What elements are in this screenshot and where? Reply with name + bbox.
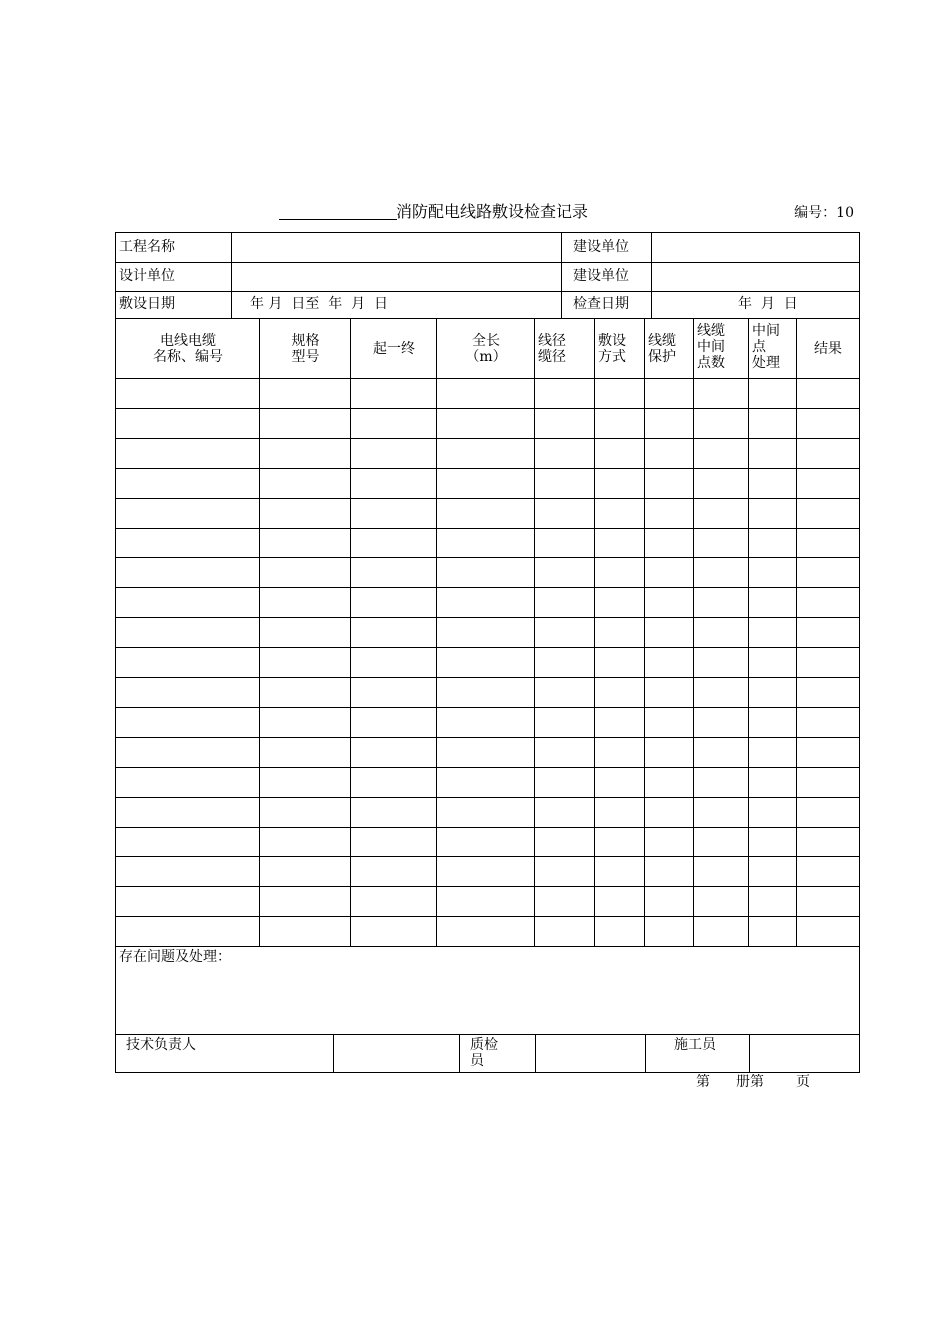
table-cell-result[interactable] xyxy=(797,469,859,499)
table-cell-result[interactable] xyxy=(797,887,859,917)
table-cell-joint-treatment[interactable] xyxy=(749,558,797,588)
table-cell-joint-count[interactable] xyxy=(694,409,749,439)
table-cell-start-end[interactable] xyxy=(351,588,437,618)
table-cell-cable-protection[interactable] xyxy=(645,588,694,618)
table-cell-cable-protection[interactable] xyxy=(645,409,694,439)
table-cell-wire-name[interactable] xyxy=(116,798,260,828)
table-cell-total-length[interactable] xyxy=(437,409,535,439)
table-cell-diameter[interactable] xyxy=(535,469,595,499)
worker-label-cell xyxy=(646,1035,750,1072)
table-cell-result[interactable] xyxy=(797,588,859,618)
table-cell-laying-method[interactable] xyxy=(595,738,645,768)
table-cell-laying-method[interactable] xyxy=(595,499,645,529)
table-cell-laying-method[interactable] xyxy=(595,708,645,738)
inspection-form-table xyxy=(115,232,860,1073)
table-cell-result[interactable] xyxy=(797,648,859,678)
title-prefix-blank[interactable] xyxy=(279,219,397,220)
table-cell-start-end[interactable] xyxy=(351,708,437,738)
table-cell-total-length[interactable] xyxy=(437,499,535,529)
table-cell-diameter[interactable] xyxy=(535,648,595,678)
table-cell-spec-model[interactable] xyxy=(260,648,351,678)
table-cell-start-end[interactable] xyxy=(351,469,437,499)
table-cell-laying-method[interactable] xyxy=(595,439,645,469)
table-cell-start-end[interactable] xyxy=(351,439,437,469)
table-cell-total-length[interactable] xyxy=(437,798,535,828)
table-cell-total-length[interactable] xyxy=(437,828,535,857)
table-cell-cable-protection[interactable] xyxy=(645,558,694,588)
table-cell-joint-treatment[interactable] xyxy=(749,379,797,409)
table-cell-diameter[interactable] xyxy=(535,379,595,409)
table-cell-joint-count[interactable] xyxy=(694,828,749,857)
table-cell-diameter[interactable] xyxy=(535,678,595,708)
column-header-label: 线缆 中间 点数 xyxy=(697,323,725,371)
table-cell-wire-name[interactable] xyxy=(116,917,260,947)
table-cell-laying-method[interactable] xyxy=(595,648,645,678)
table-cell-result[interactable] xyxy=(797,499,859,529)
lay-date-field[interactable] xyxy=(232,292,562,319)
table-cell-result[interactable] xyxy=(797,708,859,738)
column-header-label: 全长 （m） xyxy=(465,333,507,365)
table-cell-total-length[interactable] xyxy=(437,738,535,768)
project-name-label: 工程名称 xyxy=(119,239,175,255)
table-cell-cable-protection[interactable] xyxy=(645,379,694,409)
qc-label: 质检 员 xyxy=(470,1037,498,1069)
table-cell-spec-model[interactable] xyxy=(260,768,351,798)
table-cell-total-length[interactable] xyxy=(437,469,535,499)
table-cell-spec-model[interactable] xyxy=(260,857,351,887)
footer-volume-unit: 册第 xyxy=(736,1074,764,1090)
table-cell-wire-name[interactable] xyxy=(116,828,260,857)
table-cell-joint-count[interactable] xyxy=(694,887,749,917)
table-cell-start-end[interactable] xyxy=(351,409,437,439)
table-cell-joint-treatment[interactable] xyxy=(749,618,797,648)
table-cell-wire-name[interactable] xyxy=(116,379,260,409)
table-cell-joint-treatment[interactable] xyxy=(749,887,797,917)
form-header xyxy=(116,200,860,226)
table-cell-cable-protection[interactable] xyxy=(645,798,694,828)
table-cell-result[interactable] xyxy=(797,439,859,469)
table-cell-joint-treatment[interactable] xyxy=(749,857,797,887)
tech-lead-label-cell xyxy=(116,1035,334,1072)
table-cell-start-end[interactable] xyxy=(351,917,437,947)
table-cell-spec-model[interactable] xyxy=(260,379,351,409)
table-cell-diameter[interactable] xyxy=(535,409,595,439)
table-cell-start-end[interactable] xyxy=(351,529,437,558)
table-cell-laying-method[interactable] xyxy=(595,678,645,708)
table-cell-laying-method[interactable] xyxy=(595,828,645,857)
worker-signature-field[interactable] xyxy=(750,1035,859,1072)
table-cell-start-end[interactable] xyxy=(351,499,437,529)
table-cell-result[interactable] xyxy=(797,857,859,887)
table-cell-spec-model[interactable] xyxy=(260,798,351,828)
build-unit-field-2[interactable] xyxy=(652,263,859,292)
table-cell-cable-protection[interactable] xyxy=(645,887,694,917)
table-cell-joint-count[interactable] xyxy=(694,768,749,798)
table-cell-spec-model[interactable] xyxy=(260,618,351,648)
table-cell-start-end[interactable] xyxy=(351,648,437,678)
table-cell-start-end[interactable] xyxy=(351,618,437,648)
table-cell-wire-name[interactable] xyxy=(116,887,260,917)
column-header-label: 结果 xyxy=(814,341,842,357)
table-cell-joint-count[interactable] xyxy=(694,469,749,499)
table-cell-start-end[interactable] xyxy=(351,798,437,828)
table-cell-cable-protection[interactable] xyxy=(645,529,694,558)
issues-area[interactable] xyxy=(116,947,859,1035)
worker-label: 施工员 xyxy=(674,1037,716,1053)
table-cell-total-length[interactable] xyxy=(437,379,535,409)
table-cell-joint-treatment[interactable] xyxy=(749,439,797,469)
table-cell-joint-treatment[interactable] xyxy=(749,708,797,738)
table-cell-laying-method[interactable] xyxy=(595,469,645,499)
table-cell-start-end[interactable] xyxy=(351,828,437,857)
table-cell-start-end[interactable] xyxy=(351,558,437,588)
table-cell-wire-name[interactable] xyxy=(116,588,260,618)
column-header-total-length xyxy=(437,319,535,379)
form-code: 编号：10 xyxy=(794,205,854,221)
table-cell-wire-name[interactable] xyxy=(116,648,260,678)
table-cell-diameter[interactable] xyxy=(535,857,595,887)
table-cell-total-length[interactable] xyxy=(437,529,535,558)
table-cell-joint-treatment[interactable] xyxy=(749,738,797,768)
table-cell-joint-treatment[interactable] xyxy=(749,798,797,828)
table-cell-laying-method[interactable] xyxy=(595,558,645,588)
table-cell-spec-model[interactable] xyxy=(260,887,351,917)
qc-label-cell xyxy=(460,1035,536,1072)
column-header-laying-method xyxy=(595,319,645,379)
design-unit-field[interactable] xyxy=(232,263,562,292)
column-header-label: 中间 点 处理 xyxy=(752,323,780,371)
lay-date-label: 敷设日期 xyxy=(119,296,175,312)
table-cell-total-length[interactable] xyxy=(437,618,535,648)
column-header-label: 起一终 xyxy=(373,341,415,357)
table-cell-result[interactable] xyxy=(797,529,859,558)
table-cell-diameter[interactable] xyxy=(535,529,595,558)
table-cell-spec-model[interactable] xyxy=(260,439,351,469)
table-cell-result[interactable] xyxy=(797,678,859,708)
table-cell-joint-treatment[interactable] xyxy=(749,917,797,947)
table-cell-result[interactable] xyxy=(797,618,859,648)
table-cell-total-length[interactable] xyxy=(437,708,535,738)
lay-date-label-cell xyxy=(116,292,232,319)
table-cell-laying-method[interactable] xyxy=(595,857,645,887)
table-cell-spec-model[interactable] xyxy=(260,588,351,618)
table-cell-start-end[interactable] xyxy=(351,738,437,768)
table-cell-joint-count[interactable] xyxy=(694,439,749,469)
table-cell-total-length[interactable] xyxy=(437,439,535,469)
check-date-value: 年 月 日 xyxy=(738,296,798,312)
qc-signature-field[interactable] xyxy=(536,1035,646,1072)
table-cell-start-end[interactable] xyxy=(351,887,437,917)
table-cell-total-length[interactable] xyxy=(437,917,535,947)
table-cell-start-end[interactable] xyxy=(351,678,437,708)
footer-page-unit: 页 xyxy=(796,1074,810,1090)
table-cell-joint-count[interactable] xyxy=(694,588,749,618)
table-cell-joint-count[interactable] xyxy=(694,558,749,588)
design-unit-label: 设计单位 xyxy=(119,268,175,284)
table-cell-cable-protection[interactable] xyxy=(645,828,694,857)
table-cell-joint-count[interactable] xyxy=(694,618,749,648)
table-cell-diameter[interactable] xyxy=(535,798,595,828)
table-cell-diameter[interactable] xyxy=(535,499,595,529)
table-cell-laying-method[interactable] xyxy=(595,887,645,917)
table-cell-joint-count[interactable] xyxy=(694,798,749,828)
table-cell-cable-protection[interactable] xyxy=(645,917,694,947)
table-cell-cable-protection[interactable] xyxy=(645,857,694,887)
check-date-label: 检查日期 xyxy=(573,296,629,312)
table-cell-total-length[interactable] xyxy=(437,678,535,708)
table-cell-total-length[interactable] xyxy=(437,648,535,678)
table-cell-laying-method[interactable] xyxy=(595,768,645,798)
column-header-cable-protection xyxy=(645,319,694,379)
table-cell-result[interactable] xyxy=(797,798,859,828)
column-header-joint-count xyxy=(694,319,749,379)
check-date-label-cell xyxy=(562,292,652,319)
build-unit-label-cell-2 xyxy=(562,263,652,292)
table-cell-joint-count[interactable] xyxy=(694,857,749,887)
table-cell-laying-method[interactable] xyxy=(595,409,645,439)
table-cell-spec-model[interactable] xyxy=(260,678,351,708)
table-cell-result[interactable] xyxy=(797,379,859,409)
table-cell-total-length[interactable] xyxy=(437,558,535,588)
table-cell-joint-treatment[interactable] xyxy=(749,499,797,529)
table-cell-joint-treatment[interactable] xyxy=(749,648,797,678)
table-cell-total-length[interactable] xyxy=(437,857,535,887)
column-header-label: 敷设 方式 xyxy=(598,333,626,365)
table-cell-diameter[interactable] xyxy=(535,588,595,618)
check-date-field[interactable] xyxy=(652,292,859,319)
table-cell-diameter[interactable] xyxy=(535,439,595,469)
build-unit-field-1[interactable] xyxy=(652,233,859,263)
table-cell-joint-treatment[interactable] xyxy=(749,678,797,708)
table-cell-laying-method[interactable] xyxy=(595,798,645,828)
table-cell-cable-protection[interactable] xyxy=(645,738,694,768)
table-cell-wire-name[interactable] xyxy=(116,469,260,499)
tech-lead-label: 技术负责人 xyxy=(126,1037,196,1053)
build-unit-label-2: 建设单位 xyxy=(573,268,629,284)
table-cell-spec-model[interactable] xyxy=(260,499,351,529)
column-header-diameter xyxy=(535,319,595,379)
table-cell-start-end[interactable] xyxy=(351,857,437,887)
table-cell-diameter[interactable] xyxy=(535,618,595,648)
table-cell-wire-name[interactable] xyxy=(116,708,260,738)
table-cell-joint-treatment[interactable] xyxy=(749,828,797,857)
table-cell-diameter[interactable] xyxy=(535,768,595,798)
table-cell-cable-protection[interactable] xyxy=(645,499,694,529)
table-cell-laying-method[interactable] xyxy=(595,917,645,947)
table-cell-laying-method[interactable] xyxy=(595,588,645,618)
table-cell-spec-model[interactable] xyxy=(260,558,351,588)
table-cell-joint-treatment[interactable] xyxy=(749,469,797,499)
table-cell-wire-name[interactable] xyxy=(116,558,260,588)
table-cell-joint-count[interactable] xyxy=(694,379,749,409)
table-cell-wire-name[interactable] xyxy=(116,439,260,469)
table-cell-result[interactable] xyxy=(797,558,859,588)
table-cell-wire-name[interactable] xyxy=(116,857,260,887)
table-cell-joint-count[interactable] xyxy=(694,917,749,947)
table-cell-spec-model[interactable] xyxy=(260,708,351,738)
column-header-spec-model xyxy=(260,319,351,379)
table-cell-joint-count[interactable] xyxy=(694,648,749,678)
column-header-label: 线缆 保护 xyxy=(648,333,676,365)
column-header-label: 电线电缆 名称、编号 xyxy=(153,333,223,365)
table-cell-wire-name[interactable] xyxy=(116,409,260,439)
design-unit-label-cell xyxy=(116,263,232,292)
column-header-start-end xyxy=(351,319,437,379)
table-cell-start-end[interactable] xyxy=(351,768,437,798)
table-cell-total-length[interactable] xyxy=(437,887,535,917)
table-cell-wire-name[interactable] xyxy=(116,499,260,529)
footer-volume-label: 第 xyxy=(696,1074,710,1090)
table-cell-result[interactable] xyxy=(797,738,859,768)
table-cell-joint-count[interactable] xyxy=(694,499,749,529)
issues-label: 存在问题及处理： xyxy=(119,949,231,965)
column-header-wire-name xyxy=(116,319,260,379)
form-title: 消防配电线路敷设检查记录 xyxy=(396,202,589,221)
table-cell-wire-name[interactable] xyxy=(116,678,260,708)
table-cell-result[interactable] xyxy=(797,917,859,947)
table-cell-wire-name[interactable] xyxy=(116,618,260,648)
project-name-field[interactable] xyxy=(232,233,562,263)
table-cell-joint-treatment[interactable] xyxy=(749,588,797,618)
table-cell-joint-count[interactable] xyxy=(694,738,749,768)
table-cell-diameter[interactable] xyxy=(535,738,595,768)
table-cell-cable-protection[interactable] xyxy=(645,648,694,678)
table-cell-diameter[interactable] xyxy=(535,558,595,588)
table-cell-wire-name[interactable] xyxy=(116,768,260,798)
table-cell-cable-protection[interactable] xyxy=(645,469,694,499)
table-cell-joint-treatment[interactable] xyxy=(749,529,797,558)
column-header-result xyxy=(797,319,859,379)
table-cell-diameter[interactable] xyxy=(535,887,595,917)
build-unit-label-1: 建设单位 xyxy=(573,239,629,255)
table-cell-diameter[interactable] xyxy=(535,828,595,857)
table-cell-joint-treatment[interactable] xyxy=(749,409,797,439)
table-cell-cable-protection[interactable] xyxy=(645,768,694,798)
table-cell-result[interactable] xyxy=(797,409,859,439)
table-cell-diameter[interactable] xyxy=(535,708,595,738)
table-cell-result[interactable] xyxy=(797,828,859,857)
table-cell-laying-method[interactable] xyxy=(595,529,645,558)
table-cell-wire-name[interactable] xyxy=(116,529,260,558)
column-header-joint-treatment xyxy=(749,319,797,379)
table-cell-spec-model[interactable] xyxy=(260,917,351,947)
table-cell-spec-model[interactable] xyxy=(260,738,351,768)
table-cell-spec-model[interactable] xyxy=(260,828,351,857)
table-cell-cable-protection[interactable] xyxy=(645,708,694,738)
table-cell-spec-model[interactable] xyxy=(260,409,351,439)
table-cell-cable-protection[interactable] xyxy=(645,618,694,648)
table-cell-joint-treatment[interactable] xyxy=(749,768,797,798)
column-header-label: 规格 型号 xyxy=(291,333,320,365)
build-unit-label-cell-1 xyxy=(562,233,652,263)
table-cell-total-length[interactable] xyxy=(437,768,535,798)
table-cell-start-end[interactable] xyxy=(351,379,437,409)
table-cell-cable-protection[interactable] xyxy=(645,439,694,469)
table-cell-joint-count[interactable] xyxy=(694,529,749,558)
table-cell-spec-model[interactable] xyxy=(260,529,351,558)
table-cell-cable-protection[interactable] xyxy=(645,678,694,708)
tech-lead-signature-field[interactable] xyxy=(334,1035,460,1072)
table-cell-total-length[interactable] xyxy=(437,588,535,618)
project-name-label-cell xyxy=(116,233,232,263)
lay-date-value: 年 月 日至 年 月 日 xyxy=(250,296,389,312)
table-cell-joint-count[interactable] xyxy=(694,708,749,738)
table-cell-result[interactable] xyxy=(797,768,859,798)
table-cell-laying-method[interactable] xyxy=(595,618,645,648)
table-cell-wire-name[interactable] xyxy=(116,738,260,768)
table-cell-spec-model[interactable] xyxy=(260,469,351,499)
column-header-label: 线径 缆径 xyxy=(538,333,566,365)
table-cell-diameter[interactable] xyxy=(535,917,595,947)
table-cell-laying-method[interactable] xyxy=(595,379,645,409)
table-cell-joint-count[interactable] xyxy=(694,678,749,708)
